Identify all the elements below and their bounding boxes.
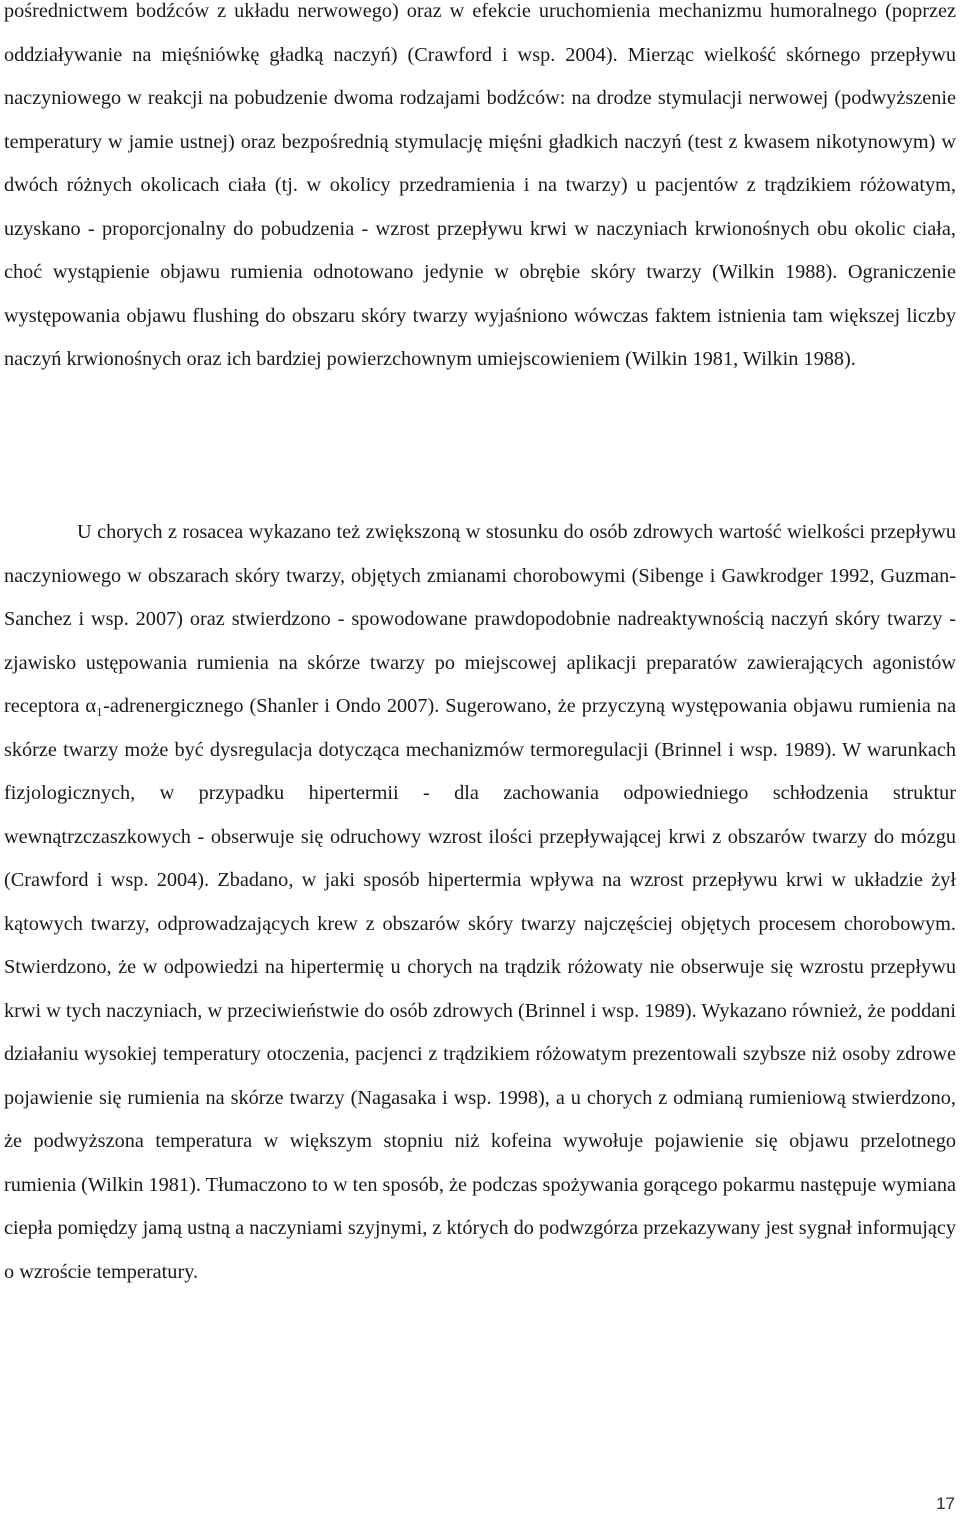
- paragraph-rosacea-blood-flow: [4, 511, 956, 1294]
- paragraph-continuation: [4, 0, 956, 382]
- page-number: 17: [936, 1494, 955, 1513]
- paragraph-text: U chorych z rosacea wykazano też zwiększoną w stosunku do osób zdrowych wartość wielkości przepływu naczyniowego w obszarach skóry twarzy, objętych zmianami chorobowymi (Sibenge i Gawkrodger 1992, Guzman-Sanchez i wsp. 2007) oraz stwierdzono - spowodowane prawdopodobnie nadreaktywnością naczyń skóry twarzy - zjawisko ustępowania rumienia na skórze twarzy po miejscowej aplikacji preparatów zawierających agonistów receptora α₁-adrenergicznego (Shanler i Ondo 2007). Sugerowano, że przyczyną występowania objawu rumienia na skórze twarzy może być dysregulacja dotycząca mechanizmów termoregulacji (Brinnel i wsp. 1989). W warunkach fizjologicznych, w przypadku hipertermii - dla zachowania odpowiedniego schłodzenia struktur wewnątrzczaszkowych - obserwuje się odruchowy wzrost ilości przepływającej krwi z obszarów twarzy do mózgu (Crawford i wsp. 2004). Zbadano, w jaki sposób hipertermia wpływa na wzrost przepływu krwi w układzie żył kątowych twarzy, odprowadzających krew z obszarów skóry twarzy najczęściej objętych procesem chorobowym. Stwierdzono, że w odpowiedzi na hipertermię u chorych na trądzik różowaty nie obserwuje się wzrostu przepływu krwi w tych naczyniach, w przeciwieństwie do osób zdrowych (Brinnel i wsp. 1989). Wykazano również, że poddani działaniu wysokiej temperatury otoczenia, pacjenci z trądzikiem różowatym prezentowali szybsze niż osoby zdrowe pojawienie się rumienia na skórze twarzy (Nagasaka i wsp. 1998), a u chorych z odmianą rumieniową stwierdzono, że podwyższona temperatura w większym stopniu niż kofeina wywołuje pojawienie się objawu przelotnego rumienia (Wilkin 1981). Tłumaczono to w ten sposób, że podczas spożywania gorącego pokarmu następuje wymiana ciepła pomiędzy jamą ustną a naczyniami szyjnymi, z których do podwzgórza przekazywany jest sygnał informujący o wzroście temperatury.: [4, 521, 956, 1283]
- paragraph-text: pośrednictwem bodźców z układu nerwowego) oraz w efekcie uruchomienia mechanizmu humoralnego (poprzez oddziaływanie na mięśniówkę gładką naczyń) (Crawford i wsp. 2004). Mierząc wielkość skórnego przepływu naczyniowego w reakcji na pobudzenie dwoma rodzajami bodźców: na drodze stymulacji nerwowej (podwyższenie temperatury w jamie ustnej) oraz bezpośrednią stymulację mięśni gładkich naczyń (test z kwasem nikotynowym) w dwóch różnych okolicach ciała (tj. w okolicy przedramienia i na twarzy) u pacjentów z trądzikiem różowatym, uzyskano - proporcjonalny do pobudzenia - wzrost przepływu krwi w naczyniach krwionośnych obu okolic ciała, choć wystąpienie objawu rumienia odnotowano jedynie w obrębie skóry twarzy (Wilkin 1988). Ograniczenie występowania objawu flushing do obszaru skóry twarzy wyjaśniono wówczas faktem istnienia tam większej liczby naczyń krwionośnych oraz ich bardziej powierzchownym umiejscowieniem (Wilkin 1981, Wilkin 1988).: [4, 0, 956, 370]
